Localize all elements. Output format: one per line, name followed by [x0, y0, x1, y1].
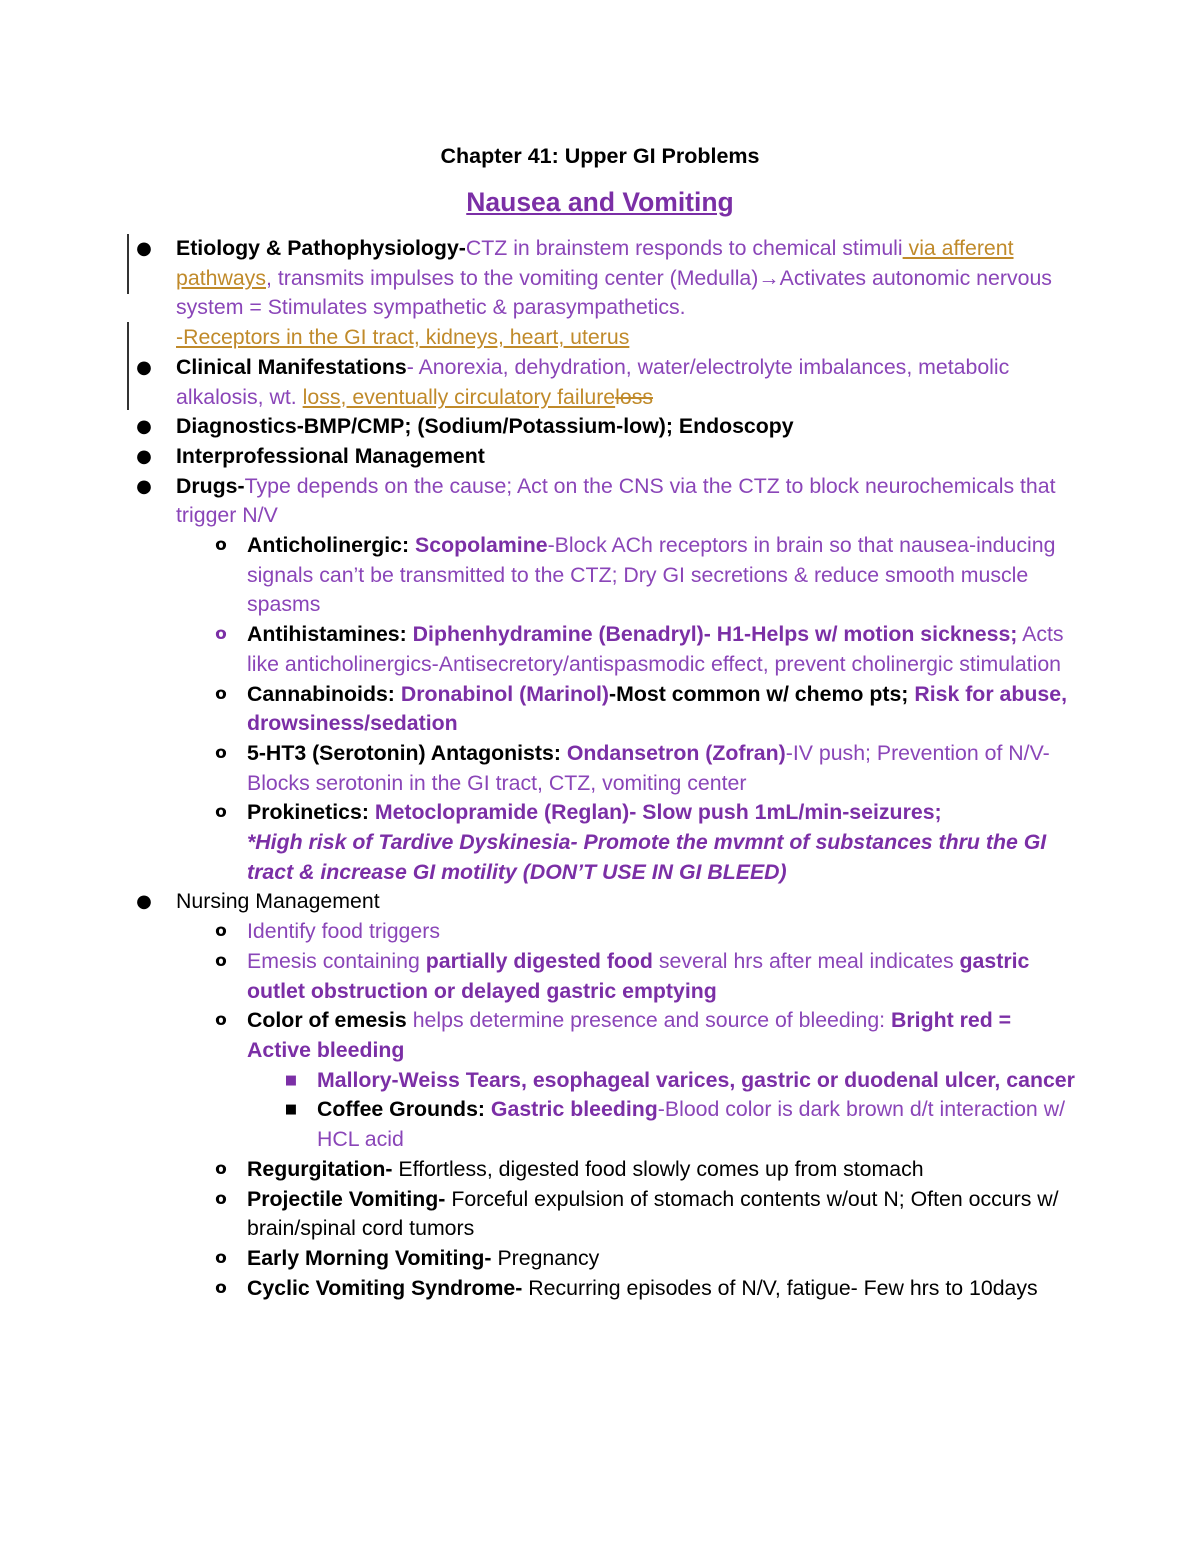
list-item-color-emesis: [215, 1006, 1067, 1065]
notes-list: [0, 234, 1200, 1303]
item-text: Pregnancy: [491, 1245, 600, 1270]
circle-marker: o: [215, 535, 227, 556]
list-item-coffee: [284, 1095, 1077, 1154]
list-item-emesis: [215, 947, 1067, 1006]
circle-marker: o: [215, 1188, 227, 1209]
item-text: -Most common w/ chemo pts;: [609, 681, 915, 706]
item-label: Projectile Vomiting-: [247, 1186, 446, 1211]
item-label: Diagnostics-BMP/CMP; (Sodium/Potassium-low); Endoscopy: [176, 414, 794, 439]
item-label: 5-HT3 (Serotonin) Antagonists:: [247, 740, 567, 765]
drug-name: Metoclopramide (Reglan)- Slow push 1mL/min-seizures;: [374, 800, 942, 825]
tracked-insertion: loss, eventually circulatory failure: [302, 384, 616, 409]
list-item-regurgitation: [215, 1155, 1067, 1185]
list-item-5ht3: [215, 739, 1067, 798]
item-text: -Block ACh receptors in brain so that nausea-inducing signals can’t be transmitted to the CTZ; Dry GI secretions & reduce smooth muscle spasms: [247, 533, 1056, 617]
list-item-nursing: [136, 887, 1066, 917]
list-item-etiology: [136, 234, 1066, 353]
item-text: - Anorexia, dehydration, water/electrolyte imbalances, metabolic alkalosis, wt.: [176, 354, 1010, 409]
bullet-marker: ●: [136, 356, 152, 378]
circle-marker: o: [215, 802, 227, 823]
square-marker: ■: [284, 1102, 298, 1118]
item-text: Effortless, digested food slowly comes up from stomach: [392, 1156, 924, 1181]
item-label: Regurgitation-: [247, 1156, 393, 1181]
tracked-insertion: via afferent pathways: [176, 236, 1014, 290]
item-label: Etiology & Pathophysiology-: [176, 236, 466, 260]
bold-text: Bright red = Active bleeding: [247, 1008, 1012, 1062]
item-text: Activates autonomic nervous system = Stimulates sympathetic & parasympathetics.: [176, 265, 1052, 320]
item-label: Drugs-: [176, 473, 245, 498]
circle-marker: o: [215, 950, 227, 971]
circle-marker: o: [215, 1158, 227, 1179]
drug-name: Dronabinol (Marinol): [400, 681, 610, 706]
circle-marker: o: [215, 1277, 227, 1298]
item-text: helps determine presence and source of bleeding:: [406, 1008, 892, 1033]
warning-text: *High risk of Tardive Dyskinesia- Promote the mvmnt of substances thru the GI tract & increase GI motility (DON’T USE IN GI BLEED): [247, 830, 1047, 884]
item-label: Early Morning Vomiting-: [247, 1245, 492, 1270]
list-item-drugs: [136, 472, 1066, 531]
item-text: CTZ in brainstem responds to chemical stimuli: [465, 236, 903, 260]
arrow-icon: →: [758, 265, 780, 290]
circle-marker: o: [215, 624, 227, 645]
risk-text: Risk for abuse, drowsiness/sedation: [247, 681, 1067, 736]
circle-marker: o: [215, 1247, 227, 1268]
item-label: Anticholinergic:: [247, 533, 416, 558]
drug-name: Ondansetron (Zofran): [566, 740, 786, 765]
list-item-diagnostics: [136, 412, 1066, 442]
circle-marker: o: [215, 683, 227, 704]
list-item-early-morning: [215, 1244, 1067, 1274]
circle-marker: o: [215, 1010, 227, 1031]
square-marker: ■: [284, 1072, 298, 1088]
item-text: several hrs after meal indicates: [652, 948, 960, 973]
item-label: Clinical Manifestations: [176, 354, 407, 379]
list-item-mallory: [284, 1066, 1077, 1096]
item-label: Cyclic Vomiting Syndrome-: [247, 1275, 523, 1300]
bold-text: Gastric bleeding: [490, 1097, 658, 1122]
chapter-title: Chapter 41: Upper GI Problems: [440, 144, 760, 168]
item-text: Acts like anticholinergics-Antisecretory/antispasmodic effect, prevent cholinergic stimulation: [247, 622, 1064, 676]
item-text: Forceful expulsion of stomach contents w/out N; Often occurs w/ brain/spinal cord tumors: [247, 1186, 1059, 1241]
list-item-cannabinoids: [215, 680, 1067, 739]
circle-marker: o: [215, 921, 227, 942]
tracked-deletion: loss: [615, 384, 654, 409]
drug-name: Scopolamine: [415, 533, 548, 558]
item-text: Recurring episodes of N/V, fatigue- Few hrs to 10days: [522, 1275, 1038, 1300]
section-heading: Nausea and Vomiting: [466, 187, 734, 217]
drug-name: Diphenhydramine (Benadryl)- H1-Helps w/ motion sickness;: [412, 622, 1018, 647]
list-item-anticholinergic: [215, 531, 1067, 620]
list-item-clinical: [136, 353, 1066, 412]
list-item-antihistamines: [215, 620, 1067, 679]
item-label: Cannabinoids:: [247, 681, 401, 706]
item-text: -IV push; Prevention of N/V-Blocks serotonin in the GI tract, CTZ, vomiting center: [247, 740, 1050, 795]
bullet-marker: ●: [136, 416, 152, 438]
list-item-prokinetics: [215, 798, 1067, 887]
bullet-marker: ●: [136, 445, 152, 467]
item-label: Coffee Grounds:: [317, 1097, 491, 1122]
item-text: , transmits impulses to the vomiting center (Medulla): [265, 265, 759, 290]
list-item-food-triggers: [215, 917, 1067, 947]
list-item-interprofessional: [136, 442, 1066, 472]
item-label: Color of emesis: [247, 1008, 407, 1033]
item-text: Identify food triggers: [247, 919, 440, 944]
tracked-insertion: -Receptors in the GI tract, kidneys, heart, uterus: [176, 325, 630, 350]
bullet-marker: ●: [136, 475, 152, 497]
bullet-marker: ●: [136, 238, 152, 259]
circle-marker: o: [215, 742, 227, 763]
item-text: Mallory-Weiss Tears, esophageal varices, gastric or duodenal ulcer, cancer: [317, 1067, 1075, 1092]
bold-text: gastric outlet obstruction or delayed gastric emptying: [247, 948, 1030, 1003]
bold-text: partially digested food: [425, 948, 653, 973]
item-label: Antihistamines:: [247, 622, 413, 647]
item-label: Interprofessional Management: [176, 443, 485, 468]
item-label: Prokinetics:: [247, 800, 375, 825]
list-item-cyclic: [215, 1274, 1067, 1304]
bullet-marker: ●: [136, 891, 152, 913]
item-text: Type depends on the cause; Act on the CNS via the CTZ to block neurochemicals that trigger N/V: [176, 473, 1056, 528]
list-item-projectile: [215, 1185, 1067, 1244]
item-text: -Blood color is dark brown d/t interaction w/ HCL acid: [317, 1097, 1065, 1152]
item-label: Nursing Management: [176, 889, 380, 914]
item-text: Emesis containing: [247, 948, 426, 973]
